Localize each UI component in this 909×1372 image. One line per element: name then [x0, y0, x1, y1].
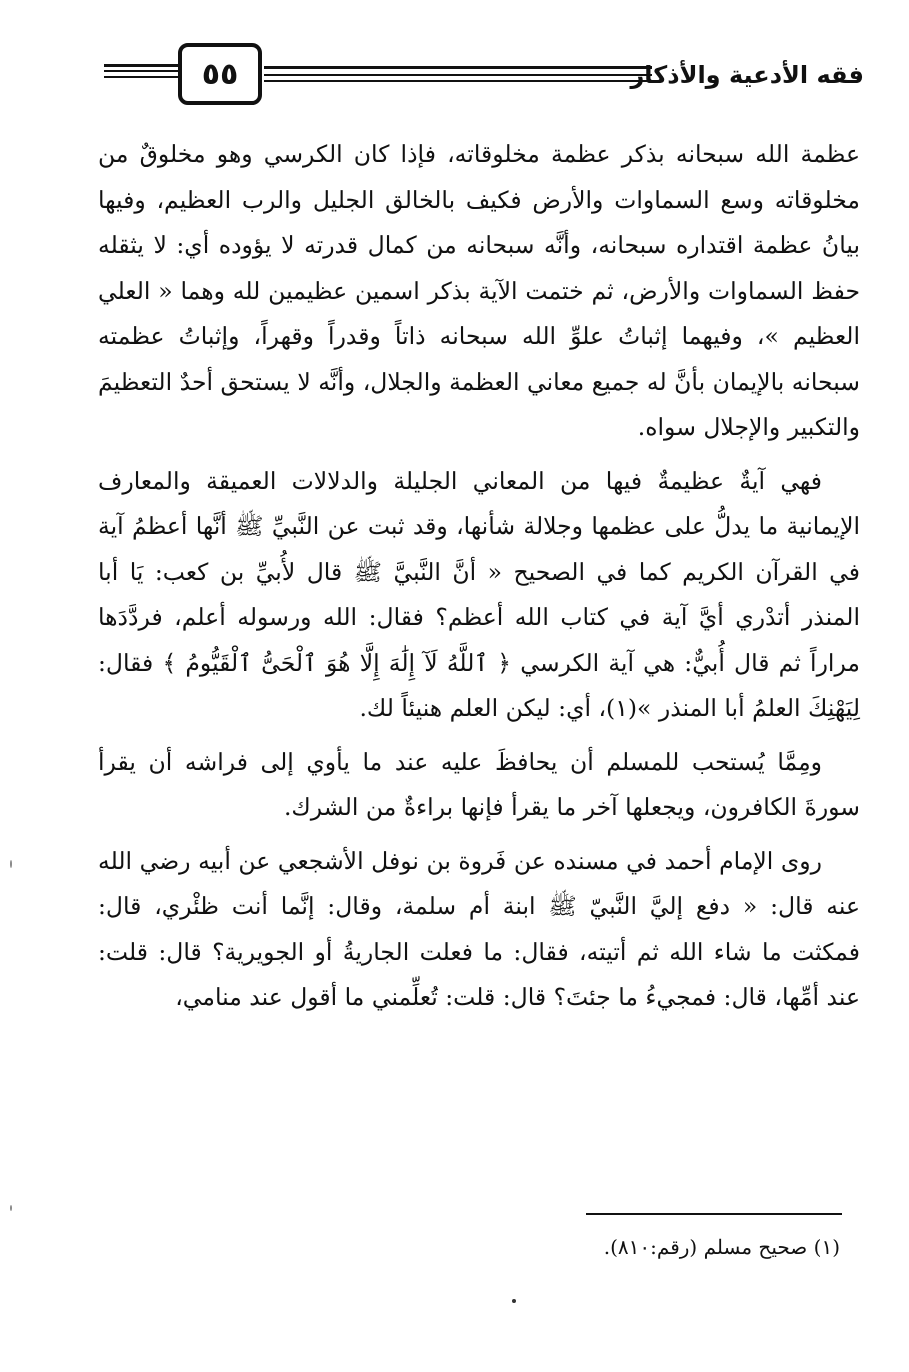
paragraph: روى الإمام أحمد في مسنده عن فَروة بن نوفل الأشجعي عن أبيه رضي الله عنه قال: « دفع إليَّ النَّبيّ ﷺ ابنة أم سلمة، وقال: إنَّما أنت ظئْري، قال: فمكثت ما شاء الله ثم أتيته، فقال: ما فعلت الجاريةُ أو الجويرية؟ قال: قلت: عند أمِّها، قال: فمجيءُ ما جئتَ؟ قال: قلت: تُعلِّمني ما أقول عند منامي،: [98, 846, 860, 1011]
paragraph: ومِمَّا يُستحب للمسلم أن يحافظَ عليه عند ما يأوي إلى فراشه أن يقرأ سورةَ الكافرون، ويجعلها آخر ما يقرأ فإنها براءةٌ من الشرك.: [98, 747, 860, 821]
footnote: (١) صحيح مسلم (رقم:٨١٠).: [603, 1235, 840, 1259]
header-rule: [104, 76, 180, 78]
paragraph: فهي آيةٌ عظيمةٌ فيها من المعاني الجليلة والدلالات العميقة والمعارف الإيمانية ما يدلُّ على عظمها وجلالة شأنها، وقد ثبت عن النَّبيِّ ﷺ أنَّها أعظمُ آية في القرآن الكريم كما في الصحيح « أنَّ النَّبيَّ ﷺ قال لأُبيِّ بن كعب: يَا أبا المنذر أتدْري أيَّ آية في كتاب الله أعظم؟ فقال: الله ورسوله أعلم، فردَّدَها مراراً ثم قال أُبيٌّ: هي آية الكرسي ﴿ ٱللَّهُ لَآ إِلَٰهَ إِلَّا هُوَ ٱلْحَىُّ ٱلْقَيُّومُ ﴾ فقال: لِيَهْنِكَ العلمُ أبا المنذر »(١)، أي: ليكن العلم هنيئاً لك.: [98, 466, 860, 722]
scan-speck: [10, 1205, 12, 1211]
header-rule: [264, 74, 652, 76]
scan-speck: [512, 1299, 516, 1303]
page-number: ٥٥: [178, 43, 262, 105]
running-title: فقه الأدعية والأذكار: [630, 61, 864, 89]
scan-speck: [10, 860, 12, 868]
footnote-separator: [586, 1213, 842, 1215]
header-rule: [264, 66, 652, 69]
body-text: [98, 132, 860, 1021]
paragraph: عظمة الله سبحانه بذكر عظمة مخلوقاته، فإذا كان الكرسي وهو مخلوقٌ من مخلوقاته وسع السماوات والأرض فكيف بالخالق الجليل والرب العظيم، وفيها بيانُ عظمة اقتداره سبحانه، وأنَّه سبحانه من كمال قدرته لا يؤوده أي: لا يثقله حفظ السماوات والأرض، ثم ختمت الآية بذكر اسمين عظيمين لله وهما « العلي العظيم »، وفيهما إثباتُ علوِّ الله سبحانه ذاتاً وقدراً وقهراً، وإثباتُ عظمته سبحانه بالإيمان بأنَّ له جميع معاني العظمة والجلال، وأنَّه لا يستحق أحدٌ التعظيمَ والتكبير والإجلال سواه.: [98, 140, 860, 441]
header-rule: [104, 70, 180, 72]
header-rule: [264, 80, 652, 82]
header-rule: [104, 64, 180, 67]
